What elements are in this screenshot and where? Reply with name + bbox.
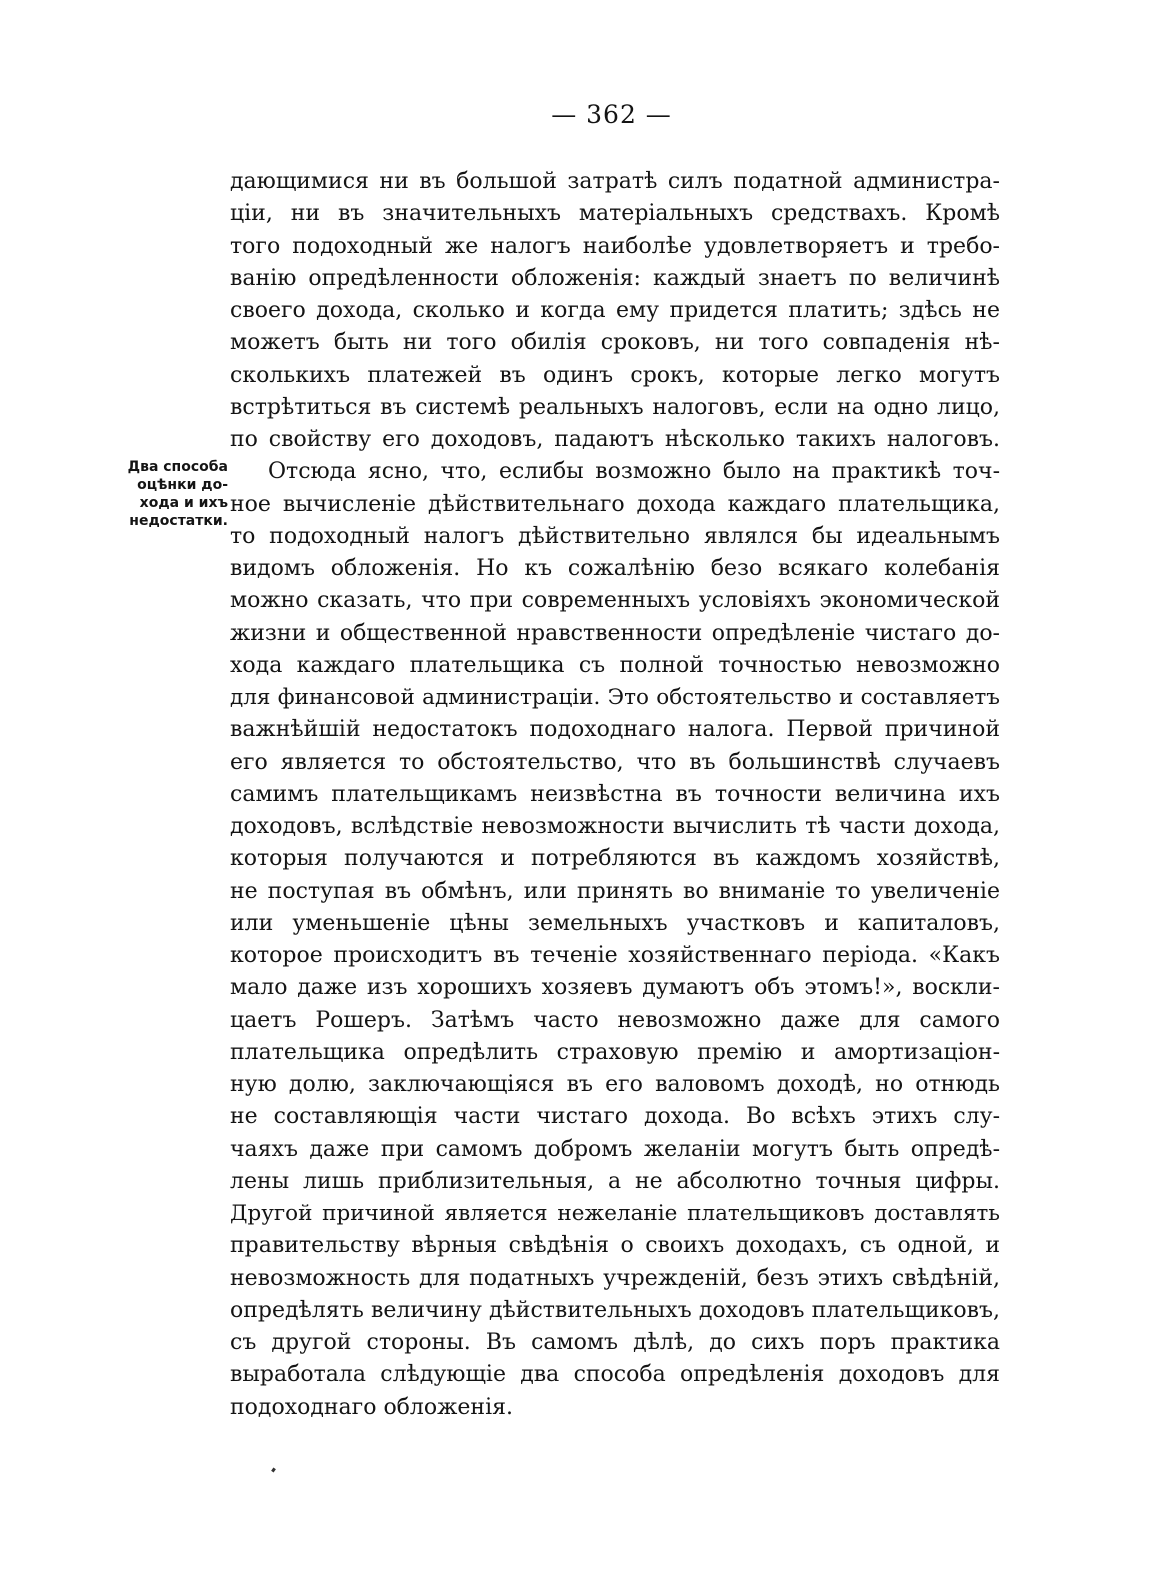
text-line: плательщика опредѣлить страховую премію и амортизаціон- bbox=[230, 1039, 1000, 1065]
text-line: ную долю, заключающіяся въ его валовомъ доходѣ, но отнюдь bbox=[230, 1072, 1000, 1097]
text-line: важнѣйшій недостатокъ подоходнаго налога. Первой причиной bbox=[230, 717, 1000, 743]
body-text bbox=[230, 166, 1000, 1424]
text-line: ное вычисленіе дѣйствительнаго дохода каждаго плательщика, bbox=[230, 491, 1000, 517]
text-line: лены лишь приблизительныя, а не абсолютно точныя цифры. bbox=[230, 1168, 1000, 1194]
text-line: которое происходитъ въ теченіе хозяйственнаго періода. «Какъ bbox=[230, 943, 1000, 968]
marginal-note-line: недостатки. bbox=[129, 513, 228, 529]
text-line: не поступая въ обмѣнъ, или принять во вниманіе то увеличеніе bbox=[230, 878, 1000, 904]
text-line: самимъ плательщикамъ неизвѣстна въ точности величина ихъ bbox=[230, 781, 1000, 807]
text-line: его является то обстоятельство, что въ большинствѣ случаевъ bbox=[230, 749, 1000, 775]
text-line: правительству вѣрныя свѣдѣнія о своихъ доходахъ, съ одной, и bbox=[230, 1233, 1000, 1259]
marginal-note-line: оцѣнки до- bbox=[137, 477, 228, 493]
text-line: не составляющія части чистаго дохода. Во всѣхъ этихъ слу- bbox=[230, 1104, 1000, 1130]
text-line: жизни и общественной нравственности опредѣленіе чистаго до- bbox=[230, 620, 1000, 646]
text-line: ціи, ни въ значительныхъ матеріальныхъ средствахъ. Кромѣ bbox=[230, 201, 1000, 227]
text-line: цаетъ Рошеръ. Затѣмъ часто невозможно даже для самого bbox=[230, 1007, 1000, 1033]
text-line: съ другой стороны. Въ самомъ дѣлѣ, до сихъ поръ практика bbox=[230, 1330, 1000, 1355]
ink-speck bbox=[271, 1468, 276, 1473]
text-line: видомъ обложенія. Но къ сожалѣнію безо всякаго колебанія bbox=[230, 556, 1000, 581]
text-line: хода каждаго плательщика съ полной точностью невозможно bbox=[230, 652, 1000, 678]
text-line: можно сказать, что при современныхъ условіяхъ экономической bbox=[230, 588, 1000, 614]
text-line: встрѣтиться въ системѣ реальныхъ налоговъ, если на одно лицо, bbox=[230, 394, 1000, 420]
text-line: которыя получаются и потребляются въ каждомъ хозяйствѣ, bbox=[230, 846, 1000, 872]
text-line: можетъ быть ни того обилія сроковъ, ни того совпаденія нѣ- bbox=[230, 330, 1000, 356]
text-line: то подоходный налогъ дѣйствительно являлся бы идеальнымъ bbox=[230, 523, 1000, 549]
text-line: дающимися ни въ большой затратѣ силъ податной администра- bbox=[230, 169, 1000, 194]
text-line: по свойству его доходовъ, падаютъ нѣсколько такихъ налоговъ. bbox=[230, 427, 1000, 452]
text-line: чаяхъ даже при самомъ добромъ желаніи могутъ быть опредѣ- bbox=[230, 1136, 1000, 1162]
text-line: Другой причиной является нежеланіе плательщиковъ доставлять bbox=[230, 1201, 1000, 1226]
text-line: своего дохода, сколько и когда ему придется платить; здѣсь не bbox=[230, 298, 1000, 323]
page-number: — 362 — bbox=[551, 100, 672, 129]
marginal-note bbox=[100, 458, 228, 530]
text-line: выработала слѣдующіе два способа опредѣленія доходовъ для bbox=[230, 1362, 1000, 1388]
marginal-note-line: Два способа bbox=[127, 459, 228, 475]
text-line: для финансовой администраціи. Это обстоятельство и составляетъ bbox=[230, 685, 1000, 710]
text-line: опредѣлять величину дѣйствительныхъ доходовъ плательщиковъ, bbox=[230, 1297, 1000, 1323]
text-line: невозможность для податныхъ учрежденій, безъ этихъ свѣдѣній, bbox=[230, 1265, 1000, 1291]
paragraph-end-line: подоходнаго обложенія. bbox=[230, 1394, 513, 1420]
paragraph-start-line: Отсюда ясно, что, еслибы возможно было на практикѣ точ- bbox=[268, 459, 1000, 485]
text-line: доходовъ, вслѣдствіе невозможности вычислить тѣ части дохода, bbox=[230, 814, 1000, 839]
text-line: сколькихъ платежей въ одинъ срокъ, которые легко могутъ bbox=[230, 362, 1000, 388]
text-line: того подоходный же налогъ наиболѣе удовлетворяетъ и требо- bbox=[230, 233, 1000, 259]
text-line: ванію опредѣленности обложенія: каждый знаетъ по величинѣ bbox=[230, 265, 1000, 291]
marginal-note-line: хода и ихъ bbox=[139, 495, 228, 511]
text-line: мало даже изъ хорошихъ хозяевъ думаютъ объ этомъ!», воскли- bbox=[230, 975, 1000, 1001]
text-line: или уменьшеніе цѣны земельныхъ участковъ и капиталовъ, bbox=[230, 910, 1000, 936]
